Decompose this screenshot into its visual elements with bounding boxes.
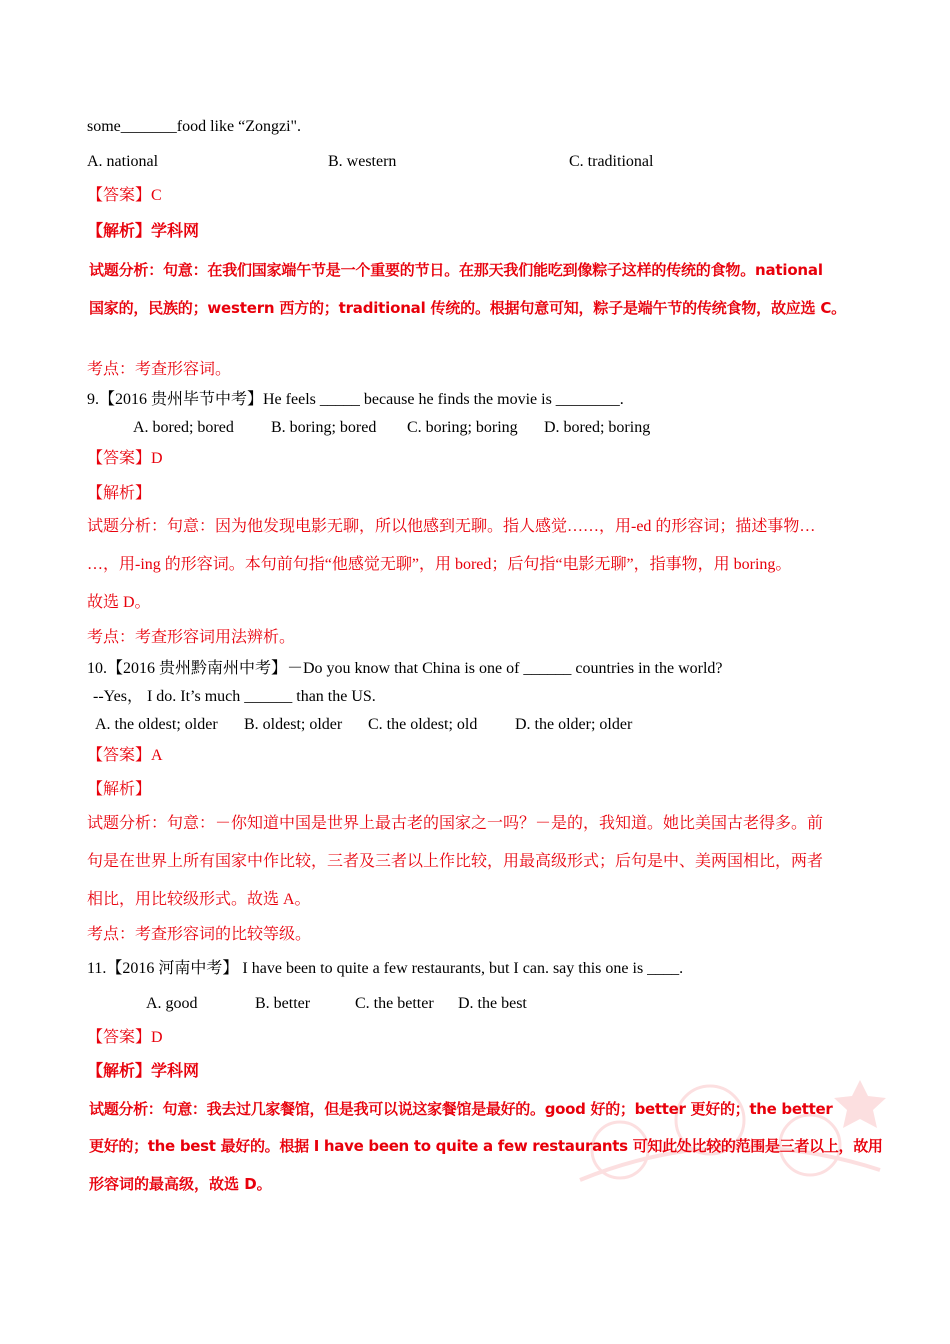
q8-stem: some_______food like “Zongzi". [87,118,302,135]
q11-option-d: D. the best [458,995,527,1012]
q9-answer: 【答案】D [87,450,163,467]
q11-analysis-line1: 试题分析：句意：我去过几家餐馆，但是我可以说这家餐馆是最好的。good 好的；better 更好的；the better [89,1100,833,1118]
q10-analysis-line3: 相比，用比较级形式。故选 A。 [87,891,311,908]
q8-kaodian: 考点：考查形容词。 [87,361,232,378]
q8-analysis-title: 【解析】学科网 [87,221,200,240]
q9-analysis-line1: 试题分析：句意：因为他发现电影无聊，所以他感到无聊。指人感觉……，用-ed 的形容词；描述事物… [87,518,816,535]
q8-option-a: A. national [87,153,159,170]
q9-kaodian: 考点：考查形容词用法辨析。 [87,629,296,646]
q10-stem-2: --Yes， I do. It’s much ______ than the US. [93,688,376,705]
q9-stem: 9.【2016 贵州毕节中考】He feels _____ because he finds the movie is ________. [87,391,624,408]
q8-option-c: C. traditional [569,153,654,170]
q11-option-b: B. better [255,995,311,1012]
q10-answer: 【答案】A [87,747,163,764]
q9-analysis-line3: 故选 D。 [87,594,151,611]
q10-analysis-line2: 句是在世界上所有国家中作比较，三者及三者以上作比较，用最高级形式；后句是中、美两国相比，两者 [87,853,824,870]
q8-option-b: B. western [328,153,397,170]
q11-stem: 11.【2016 河南中考】 I have been to quite a few restaurants, but I can. say this one is ____. [87,960,684,977]
q11-option-c: C. the better [355,995,434,1012]
q9-analysis-line2: …，用-ing 的形容词。本句前句指“他感觉无聊”，用 bored；后句指“电影无聊”，指事物，用 boring。 [87,556,792,573]
q10-option-b: B. oldest; older [244,716,343,733]
q9-option-c: C. boring; boring [407,419,518,436]
q10-option-a: A. the oldest; older [95,716,218,733]
q11-option-a: A. good [146,995,198,1012]
q11-analysis-title: 【解析】学科网 [87,1061,200,1080]
q10-analysis-line1: 试题分析：句意：－你知道中国是世界上最古老的国家之一吗？－是的，我知道。她比美国古老得多。前 [87,815,824,832]
q10-kaodian: 考点：考查形容词的比较等级。 [87,926,312,943]
q9-option-a: A. bored; bored [133,419,234,436]
q9-option-d: D. bored; boring [544,419,651,436]
q9-option-b: B. boring; bored [271,419,377,436]
q8-analysis-line1: 试题分析：句意：在我们国家端午节是一个重要的节日。在那天我们能吃到像粽子这样的传统的食物。national [89,261,823,279]
q11-answer: 【答案】D [87,1029,163,1046]
q11-analysis-line3: 形容词的最高级，故选 D。 [89,1175,272,1193]
q10-stem: 10.【2016 贵州黔南州中考】－Do you know that China is one of ______ countries in the world? [87,660,723,677]
q10-option-c: C. the oldest; old [368,716,478,733]
q9-analysis-title: 【解析】 [87,485,152,502]
q10-analysis-title: 【解析】 [87,781,152,798]
q11-analysis-line2: 更好的；the best 最好的。根据 I have been to quite a few restaurants 可知此处比较的范围是三者以上，故用 [89,1137,883,1155]
q8-analysis-line2: 国家的，民族的；western 西方的；traditional 传统的。根据句意可知，粽子是端午节的传统食物，故应选 C。 [89,299,846,317]
watermark-stamp-icon [560,1060,890,1200]
q8-answer: 【答案】C [87,187,162,204]
q10-option-d: D. the older; older [515,716,633,733]
